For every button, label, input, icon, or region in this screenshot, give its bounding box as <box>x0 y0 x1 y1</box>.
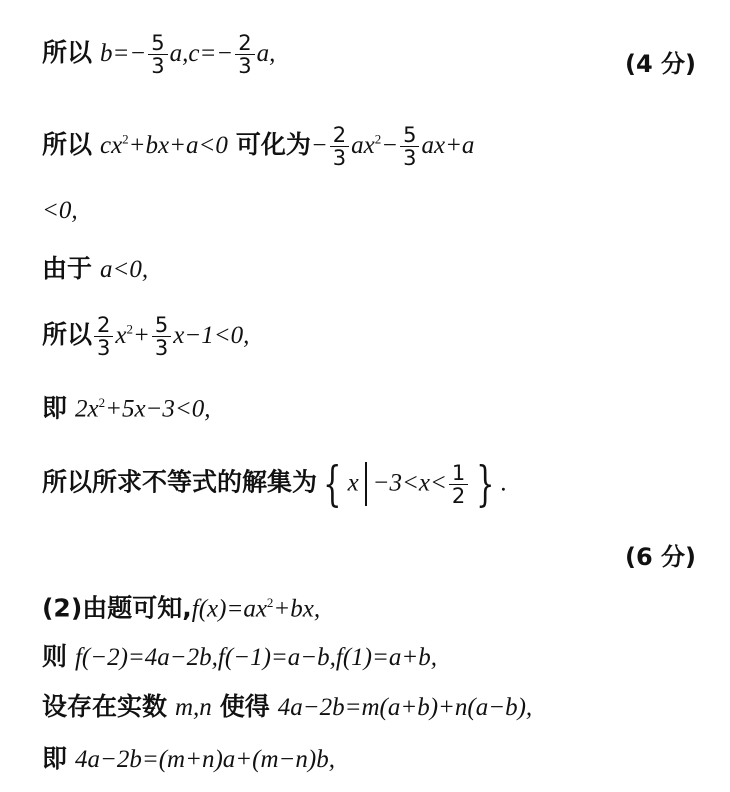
numerator: 1 <box>449 462 468 485</box>
left-brace: { <box>323 456 342 512</box>
text: (2)由题可知, <box>42 593 192 623</box>
math: − <box>310 132 328 159</box>
numerator: 2 <box>330 124 349 147</box>
line-7 <box>42 456 508 512</box>
denominator: 3 <box>154 336 169 360</box>
math: + <box>133 322 150 349</box>
math: ax+a <box>421 132 475 159</box>
fraction <box>449 462 468 507</box>
score-label: (4 分) <box>625 50 696 78</box>
score-label: (6 分) <box>625 543 696 571</box>
math: a,c=− <box>169 40 234 67</box>
text: 所以 <box>42 320 93 349</box>
math: −3<x< <box>372 469 447 497</box>
math: x−1<0, <box>173 322 250 349</box>
math: − <box>381 132 399 159</box>
fraction <box>94 314 113 359</box>
math: +5x−3<0, <box>105 395 211 423</box>
math: x <box>347 469 359 497</box>
fraction <box>152 314 171 359</box>
text: 设存在实数 <box>42 692 168 721</box>
line-1 <box>42 32 275 77</box>
exponent: 2 <box>126 321 133 337</box>
line-12 <box>42 744 335 775</box>
text: 所以 <box>42 130 93 159</box>
line-6 <box>42 388 211 424</box>
numerator: 2 <box>94 314 113 337</box>
math: cx <box>99 132 123 159</box>
exponent: 2 <box>122 131 129 147</box>
math: 2x <box>74 395 99 423</box>
denominator: 3 <box>332 146 347 170</box>
text: 可化为 <box>235 130 311 159</box>
exponent: 2 <box>374 131 382 147</box>
denominator: 3 <box>403 146 417 170</box>
fraction <box>148 32 167 77</box>
math: f(−2)=4a−2b,f(−1)=a−b,f(1)=a+b, <box>74 644 437 671</box>
math: . <box>500 469 508 497</box>
set-separator <box>365 462 367 506</box>
denominator: 2 <box>451 483 466 508</box>
line-10 <box>42 642 437 673</box>
fraction <box>235 32 254 77</box>
line-3 <box>42 195 78 226</box>
numerator: 5 <box>400 124 419 147</box>
line-2 <box>42 124 474 169</box>
denominator: 3 <box>97 336 111 360</box>
math: +bx, <box>273 595 321 623</box>
denominator: 3 <box>238 54 252 78</box>
line-5 <box>42 314 249 359</box>
denominator: 3 <box>151 54 165 78</box>
text: 即 <box>42 393 68 423</box>
math: f(x)=ax <box>191 595 267 623</box>
numerator: 5 <box>152 314 171 337</box>
math: ax <box>351 132 375 159</box>
math: x <box>115 322 127 349</box>
text: 即 <box>42 744 68 773</box>
numerator: 5 <box>148 32 167 55</box>
text: 使得 <box>219 692 270 721</box>
math: a, <box>256 40 276 67</box>
line-11 <box>42 692 532 723</box>
math: <0, <box>42 197 78 224</box>
math: a<0, <box>99 256 149 283</box>
math: 4a−2b=m(a+b)+n(a−b), <box>277 694 533 721</box>
line-9 <box>42 588 320 624</box>
numerator: 2 <box>235 32 254 55</box>
exponent: 2 <box>266 595 274 610</box>
text: 由于 <box>42 254 93 283</box>
fraction <box>400 124 419 169</box>
right-brace: } <box>476 456 495 512</box>
math: m,n <box>174 694 212 721</box>
text: 所以所求不等式的解集为 <box>42 467 318 497</box>
fraction <box>330 124 349 169</box>
exponent: 2 <box>98 395 106 410</box>
math: 4a−2b=(m+n)a+(m−n)b, <box>74 746 335 773</box>
math: +bx+a<0 <box>128 132 228 159</box>
math: b=− <box>99 40 147 67</box>
text: 则 <box>42 642 68 671</box>
text: 所以 <box>42 38 93 67</box>
line-4 <box>42 254 148 285</box>
